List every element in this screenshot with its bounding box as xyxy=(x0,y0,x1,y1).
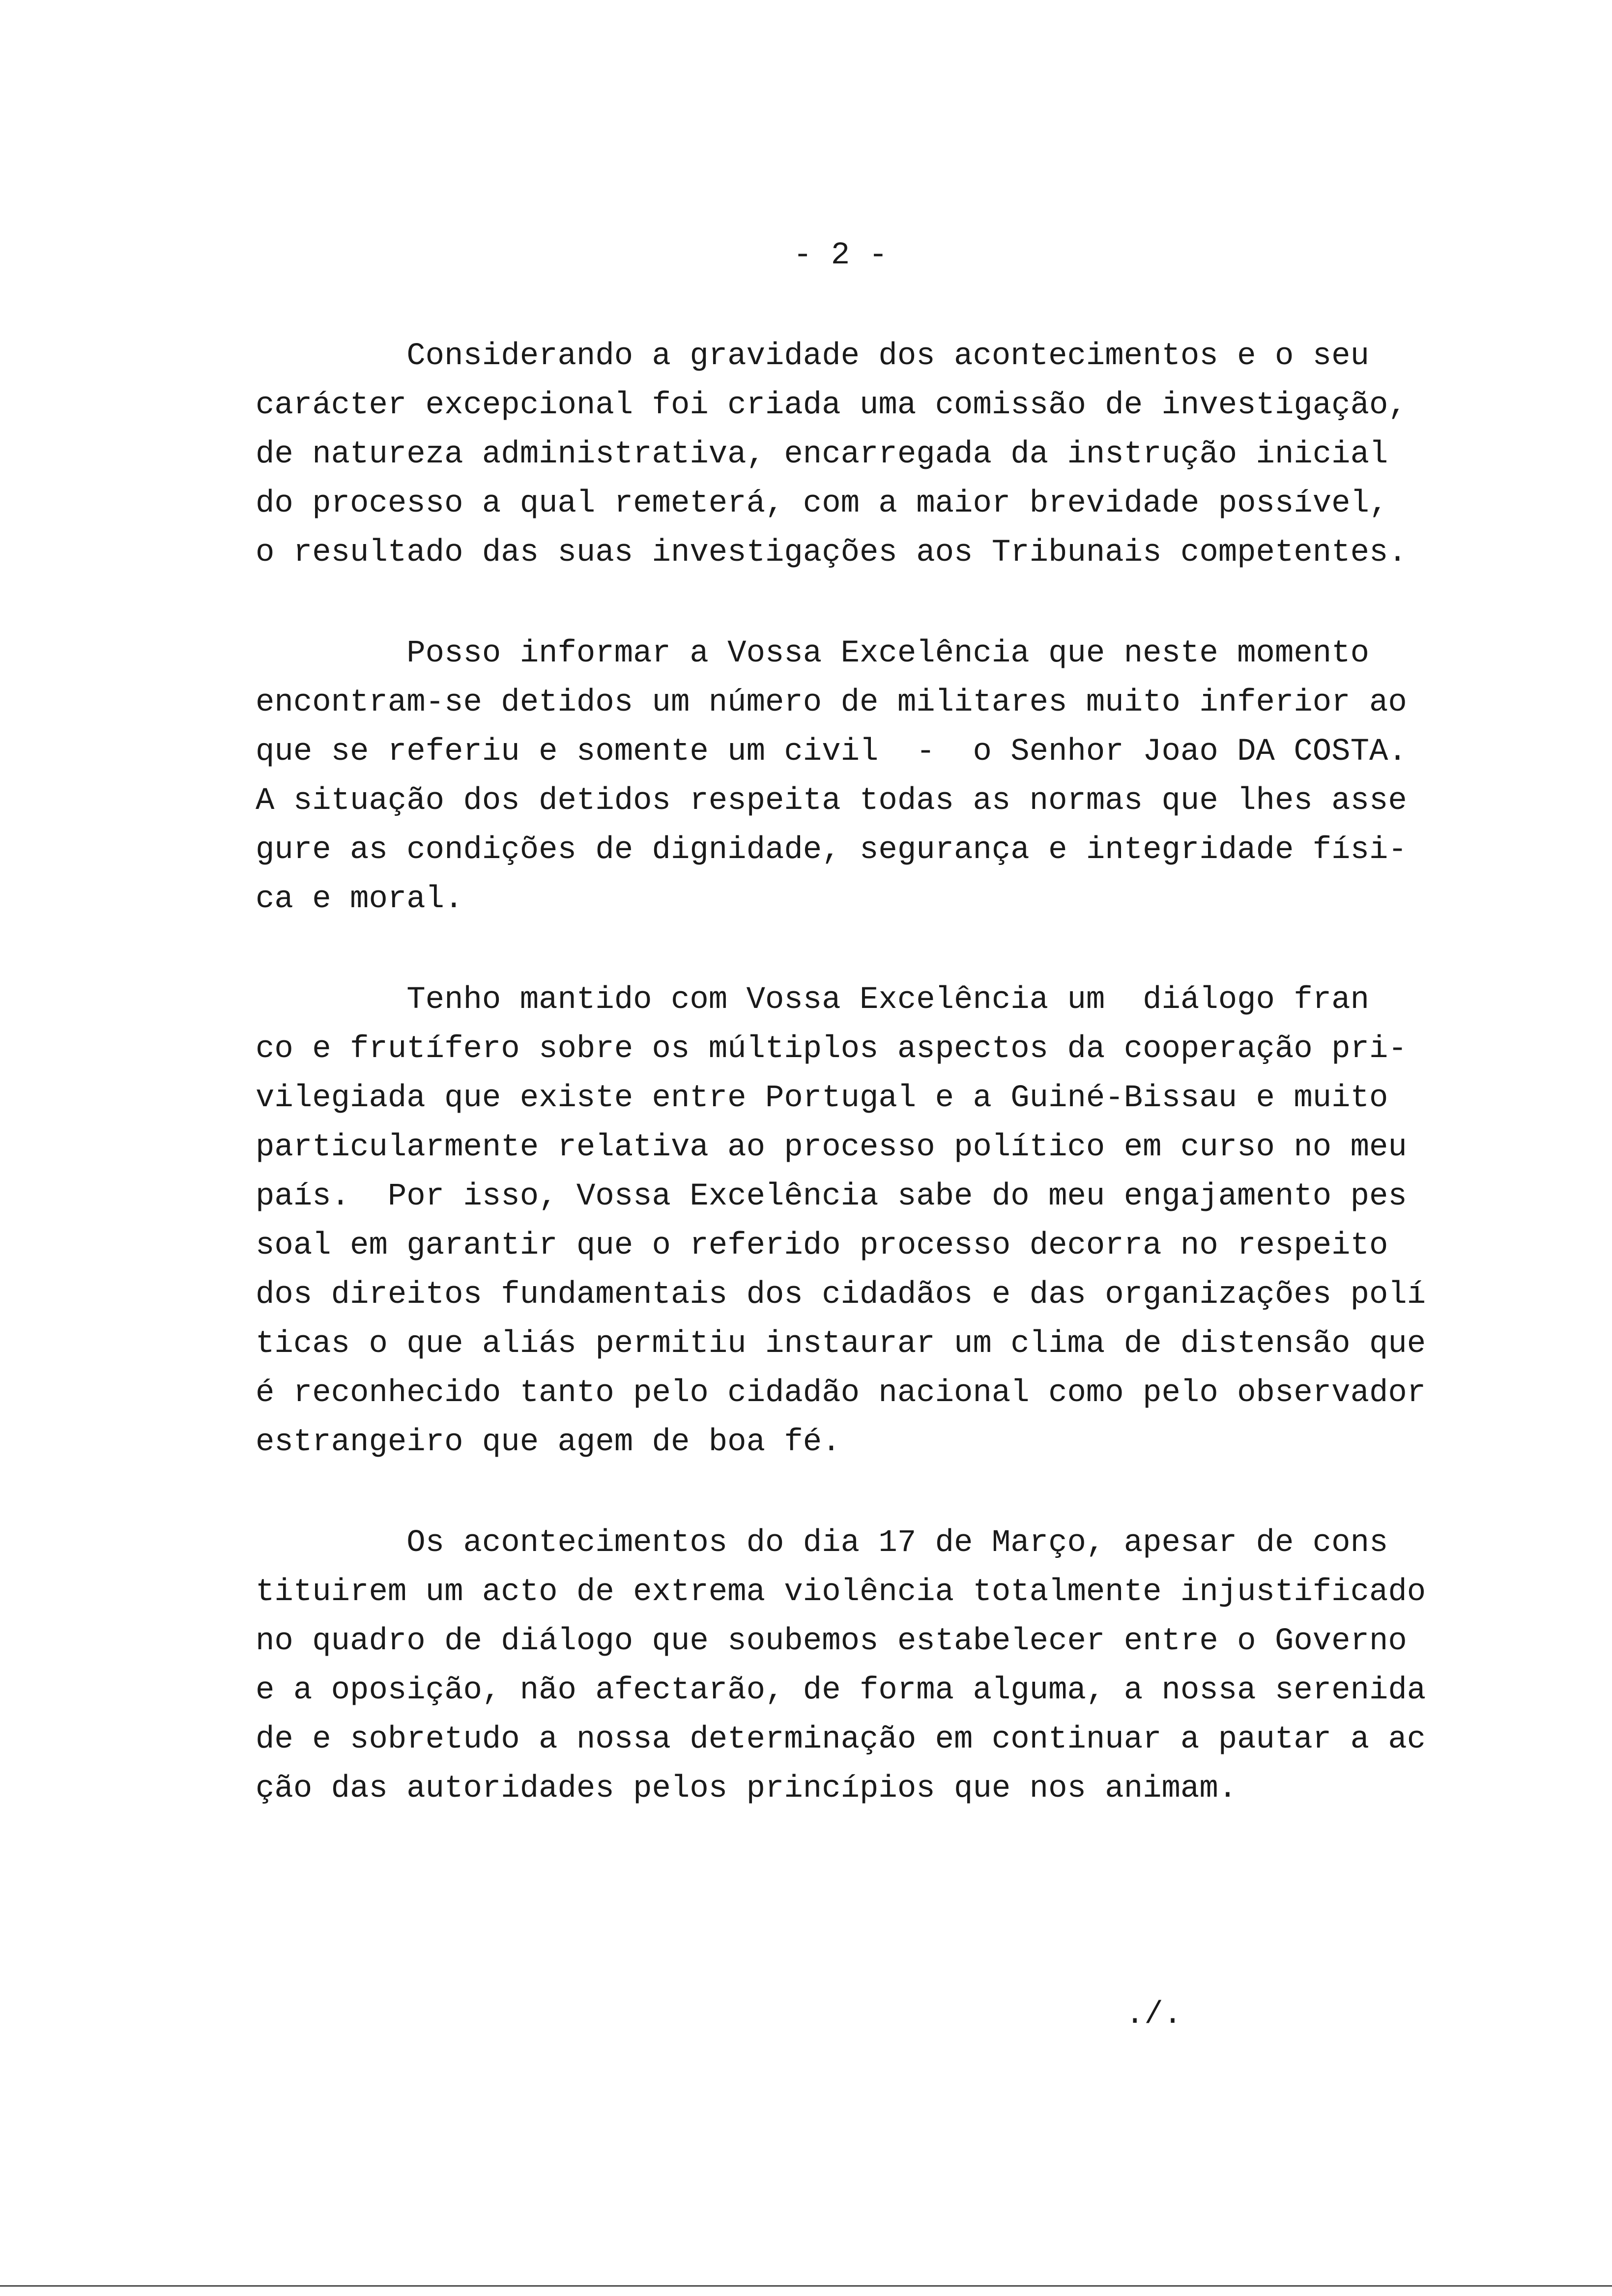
page-bottom-edge xyxy=(0,2285,1612,2287)
text-line: A situação dos detidos respeita todas as normas que lhes asse xyxy=(256,783,1407,819)
continuation-mark: ./. xyxy=(1125,1997,1182,2033)
text-line: ção das autoridades pelos princípios que nos animam. xyxy=(256,1771,1238,1807)
text-line: ticas o que aliás permitiu instaurar um clima de distensão que xyxy=(256,1326,1426,1362)
text-line: país. Por isso, Vossa Excelência sabe do meu engajamento pes xyxy=(256,1179,1407,1214)
text-line: é reconhecido tanto pelo cidadão nacional como pelo observador xyxy=(256,1376,1426,1411)
paragraph-2 xyxy=(256,629,1494,924)
text-line: Os acontecimentos do dia 17 de Março, apesar de cons xyxy=(256,1525,1388,1561)
text-line: dos direitos fundamentais dos cidadãos e das organizações polí xyxy=(256,1277,1426,1313)
text-line: particularmente relativa ao processo político em curso no meu xyxy=(256,1130,1407,1165)
text-line: ca e moral. xyxy=(256,882,463,917)
text-line: carácter excepcional foi criada uma comissão de investigação, xyxy=(256,388,1407,423)
paragraph-3 xyxy=(256,976,1494,1467)
text-line: encontram-se detidos um número de militares muito inferior ao xyxy=(256,685,1407,720)
page-number: - 2 - xyxy=(793,238,888,273)
text-line: Tenho mantido com Vossa Excelência um diálogo fran xyxy=(256,982,1369,1018)
text-line: vilegiada que existe entre Portugal e a Guiné-Bissau e muito xyxy=(256,1081,1388,1116)
text-line: Considerando a gravidade dos acontecimentos e o seu xyxy=(256,339,1369,374)
letter-body xyxy=(256,332,1494,1865)
text-line: que se referiu e somente um civil - o Senhor Joao DA COSTA. xyxy=(256,734,1407,770)
paragraph-1 xyxy=(256,332,1494,577)
text-line: no quadro de diálogo que soubemos estabelecer entre o Governo xyxy=(256,1624,1407,1659)
text-line: de natureza administrativa, encarregada da instrução inicial xyxy=(256,437,1388,472)
text-line: co e frutífero sobre os múltiplos aspectos da cooperação pri- xyxy=(256,1032,1407,1067)
text-line: gure as condições de dignidade, segurança e integridade físi- xyxy=(256,832,1407,868)
text-line: soal em garantir que o referido processo decorra no respeito xyxy=(256,1228,1388,1263)
text-line: tituirem um acto de extrema violência totalmente injustificado xyxy=(256,1575,1426,1610)
paragraph-4 xyxy=(256,1519,1494,1813)
text-line: estrangeiro que agem de boa fé. xyxy=(256,1425,841,1460)
text-line: o resultado das suas investigações aos Tribunais competentes. xyxy=(256,535,1407,571)
text-line: e a oposição, não afectarão, de forma alguma, a nossa serenida xyxy=(256,1673,1426,1708)
text-line: do processo a qual remeterá, com a maior brevidade possível, xyxy=(256,486,1388,521)
text-line: Posso informar a Vossa Excelência que neste momento xyxy=(256,636,1369,671)
text-line: de e sobretudo a nossa determinação em continuar a pautar a ac xyxy=(256,1722,1426,1757)
